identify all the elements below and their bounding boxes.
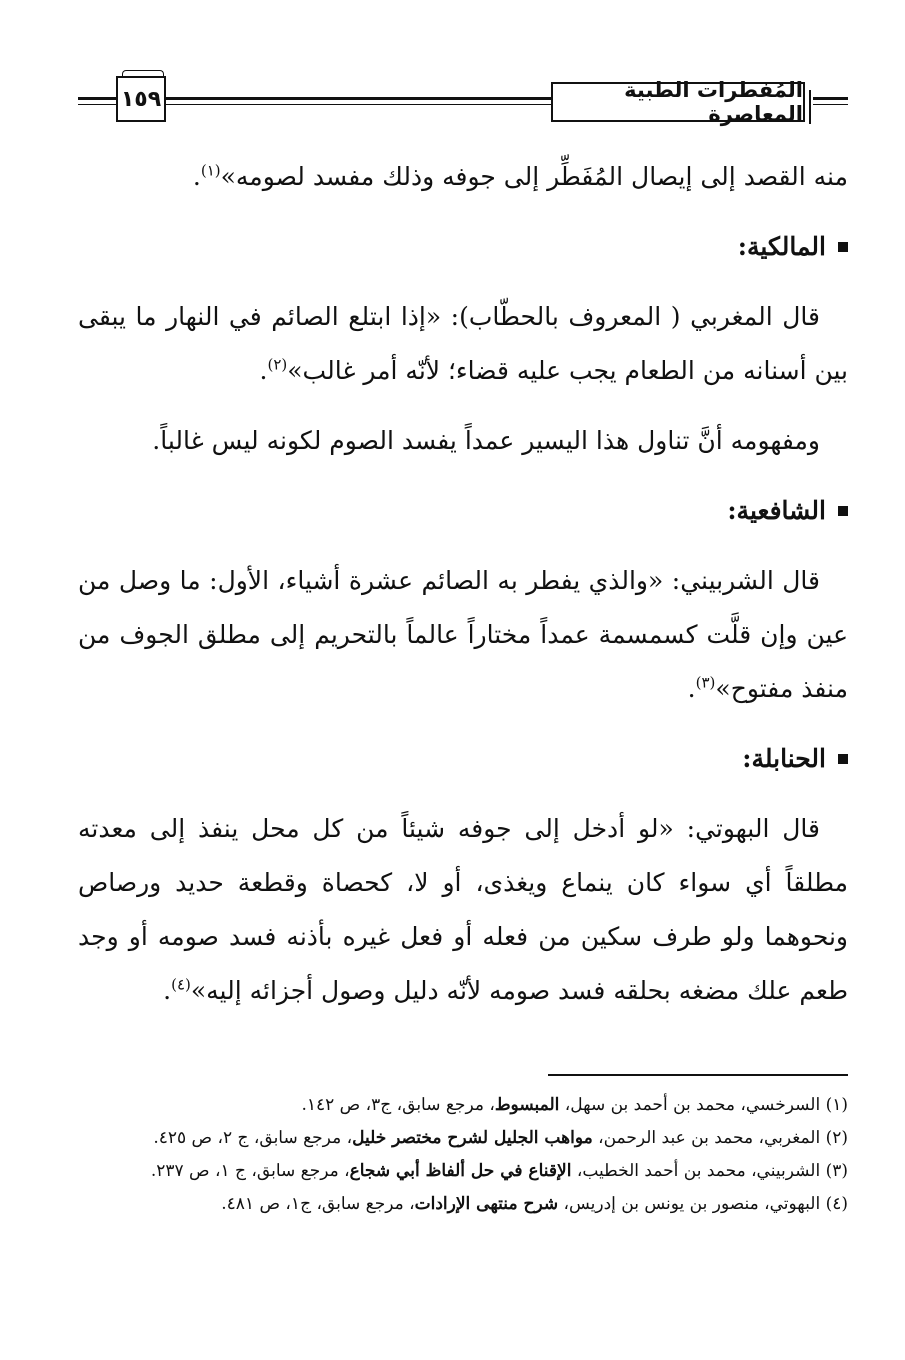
paragraph-text: قال الشربيني: «والذي يفطر به الصائم عشرة أشياء، الأول: ما وصل من عين وإن قلَّت كسمسمة عمداً مختاراً عالماً بالتحريم إلى مطلق الجوف من منفذ مفتوح» <box>78 566 848 703</box>
heading-shafii <box>78 484 848 538</box>
bullet-icon <box>838 754 848 764</box>
footnote-book: المبسوط <box>494 1095 560 1115</box>
footnote-details: ، مرجع سابق، ج ٢، ص ٤٢٥. <box>153 1128 353 1148</box>
header-rule-right-bottom <box>813 104 848 105</box>
paragraph-text: قال البهوتي: «لو أدخل إلى جوفه شيئاً من كل محل ينفذ إلى معدته مطلقاً أي سواء كان ينماع ويغذى، أو لا، كحصاة وقطعة حديد ورصاص ونحوهما ولو طرف سكين من فعله أو فعل غيره بأذنه فسد صومه أو وجد طعم علك مضغه بحلقه فسد صومه لأنّه دليل وصول أجزائه إليه» <box>78 814 848 1005</box>
paragraph-shirbini: قال الشربيني: «والذي يفطر به الصائم عشرة أشياء، الأول: ما وصل من عين وإن قلَّت كسمسمة عمداً مختاراً عالماً بالتحريم إلى مطلق الجوف من منفذ مفتوح»$^{(٣)}$. <box>78 566 848 703</box>
paragraph-implication: ومفهومه أنَّ تناول هذا اليسير عمداً يفسد الصوم لكونه ليس غالباً. <box>152 426 820 455</box>
footnote-separator <box>548 1074 848 1076</box>
header-rule-left-top <box>78 97 116 100</box>
heading-maliki <box>78 220 848 274</box>
footnote-author: البهوتي، منصور بن يونس بن إدريس، <box>558 1194 821 1214</box>
header-rule-right-top <box>813 97 848 100</box>
paragraph-text: منه القصد إلى إيصال المُفَطِّر إلى جوفه وذلك مفسد لصومه» <box>220 162 848 191</box>
header-rule-middle-top <box>166 97 551 100</box>
paragraph-text: قال المغربي ( المعروف بالحطّاب): «إذا ابتلع الصائم في النهار ما يبقى بين أسنانه من الطعام يجب عليه قضاء؛ لأنّه أمر غالب» <box>78 302 848 385</box>
footnotes <box>100 1090 848 1222</box>
footnote-author: الشربيني، محمد بن أحمد الخطيب، <box>571 1161 821 1181</box>
footnote-details: ، مرجع سابق، ج٣، ص ١٤٢. <box>301 1095 495 1115</box>
footnote-ref: (٣) <box>695 673 716 692</box>
page-number: ١٥٩ <box>116 76 166 122</box>
heading-text: الشافعية: <box>727 496 826 525</box>
footnote-item <box>100 1123 848 1153</box>
bullet-icon <box>838 506 848 516</box>
footnote-number: (٣) <box>825 1161 848 1181</box>
footnote-details: ، مرجع سابق، ج١، ص ٤٨١. <box>221 1194 415 1214</box>
footnote-book: مواهب الجليل لشرح مختصر خليل <box>352 1128 593 1148</box>
paragraph-continuation: منه القصد إلى إيصال المُفَطِّر إلى جوفه وذلك مفسد لصومه»$^{(١)}$. <box>192 161 848 191</box>
footnote-item <box>100 1189 848 1219</box>
header-rule-middle-bottom <box>166 104 551 105</box>
heading-text: المالكية: <box>737 232 826 261</box>
footnote-number: (٢) <box>825 1128 848 1148</box>
heading-text: الحنابلة: <box>742 744 826 773</box>
footnote-book: شرح منتهى الإرادات <box>414 1194 559 1214</box>
footnote-author: المغربي، محمد بن عبد الرحمن، <box>592 1128 821 1148</box>
paragraph-buhuti: قال البهوتي: «لو أدخل إلى جوفه شيئاً من كل محل ينفذ إلى معدته مطلقاً أي سواء كان ينماع ويغذى، أو لا، كحصاة وقطعة حديد ورصاص ونحوهما ولو طرف سكين من فعله أو فعل غيره بأذنه فسد صومه أو وجد طعم علك مضغه بحلقه فسد صومه لأنّه دليل وصول أجزائه إليه»$^{(٤)}$. <box>78 814 848 1005</box>
footnote-ref: (١) <box>200 161 221 180</box>
header-rule-left-bottom <box>78 104 116 105</box>
paragraph-maghribi: قال المغربي ( المعروف بالحطّاب): «إذا ابتلع الصائم في النهار ما يبقى بين أسنانه من الطعام يجب عليه قضاء؛ لأنّه أمر غالب»$^{(٢)}$. <box>78 302 848 385</box>
footnote-ref: (٤) <box>171 975 191 994</box>
footnote-ref: (٢) <box>267 355 288 374</box>
running-title: المُفطرات الطبية المعاصرة <box>551 82 805 122</box>
footnote-number: (١) <box>825 1095 848 1115</box>
footnote-item <box>100 1156 848 1186</box>
page-header <box>0 0 905 140</box>
bullet-icon <box>838 242 848 252</box>
footnote-item <box>100 1090 848 1120</box>
heading-hanbali <box>78 732 848 786</box>
footnote-book: الإقناع في حل ألفاظ أبي شجاع <box>349 1161 572 1181</box>
page-body <box>78 150 848 1018</box>
footnote-author: السرخسي، محمد بن أحمد بن سهل، <box>559 1095 821 1115</box>
footnote-details: ، مرجع سابق، ج ١، ص ٢٣٧. <box>150 1161 350 1181</box>
footnote-number: (٤) <box>825 1194 848 1214</box>
